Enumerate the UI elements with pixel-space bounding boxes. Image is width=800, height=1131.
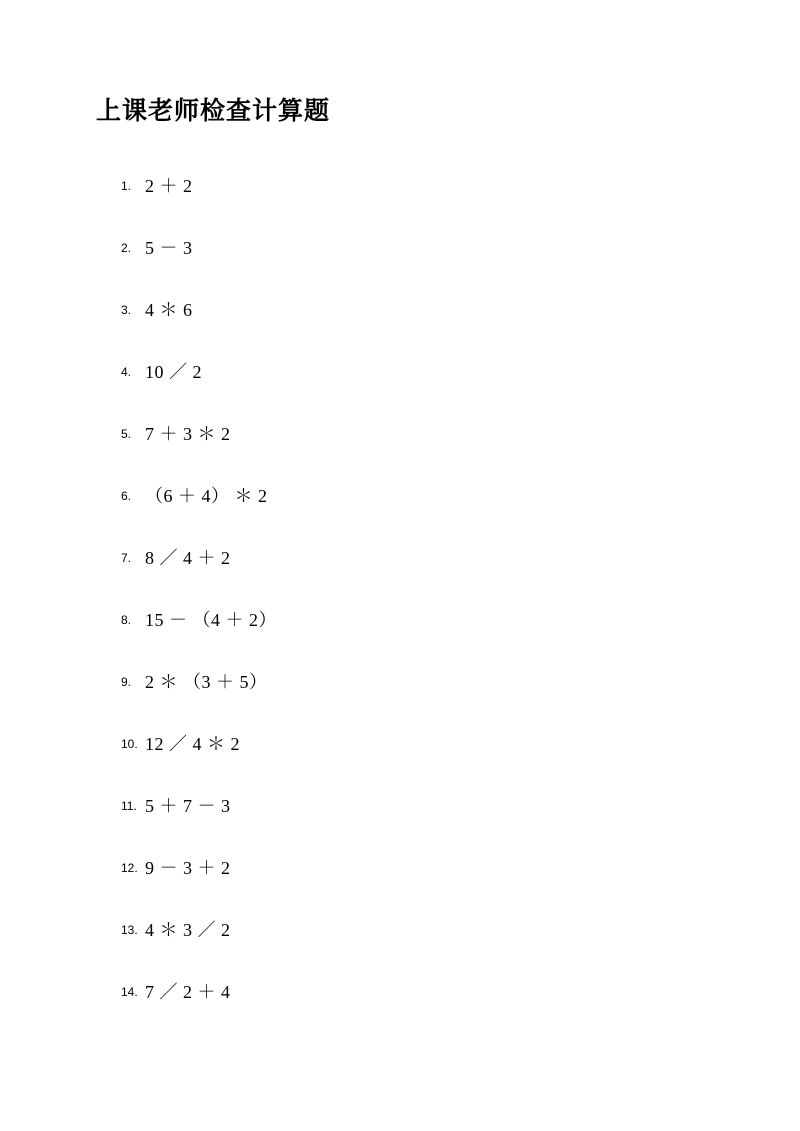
- problem-expression: 9 － 3 ＋ 2: [145, 858, 231, 878]
- problem-number: 2.: [121, 241, 132, 255]
- problem-expression: 2 ＋ 2: [145, 176, 193, 196]
- problem-number: 5.: [121, 427, 132, 441]
- problem-expression: 5 － 3: [145, 238, 193, 258]
- problem-expression: （6 ＋ 4） ＊ 2: [145, 486, 268, 506]
- problem-expression: 7 ＋ 3 ＊ 2: [145, 424, 231, 444]
- problem-number: 7.: [121, 551, 132, 565]
- problem-expression: 7 ／ 2 ＋ 4: [145, 982, 231, 1002]
- problem-expression: 12 ／ 4 ＊ 2: [145, 734, 240, 754]
- problem-number: 12.: [121, 861, 138, 875]
- problem-expression: 8 ／ 4 ＋ 2: [145, 548, 231, 568]
- problem-number: 1.: [121, 179, 132, 193]
- problem-expression: 15 － （4 ＋ 2）: [145, 610, 277, 630]
- problem-expression: 2 ＊ （3 ＋ 5）: [145, 672, 268, 692]
- page-title: 上课老师检查计算题: [96, 96, 331, 125]
- problem-number: 9.: [121, 675, 132, 689]
- problem-number: 8.: [121, 613, 132, 627]
- problem-number: 6.: [121, 489, 132, 503]
- problem-number: 10.: [121, 737, 138, 751]
- problem-number: 11.: [121, 799, 137, 813]
- problem-number: 4.: [121, 365, 132, 379]
- problem-number: 3.: [121, 303, 132, 317]
- problem-expression: 5 ＋ 7 － 3: [145, 796, 231, 816]
- problem-expression: 4 ＊ 3 ／ 2: [145, 920, 231, 940]
- problem-expression: 10 ／ 2: [145, 362, 202, 382]
- problem-number: 14.: [121, 985, 138, 999]
- problem-expression: 4 ＊ 6: [145, 300, 193, 320]
- problem-number: 13.: [121, 923, 138, 937]
